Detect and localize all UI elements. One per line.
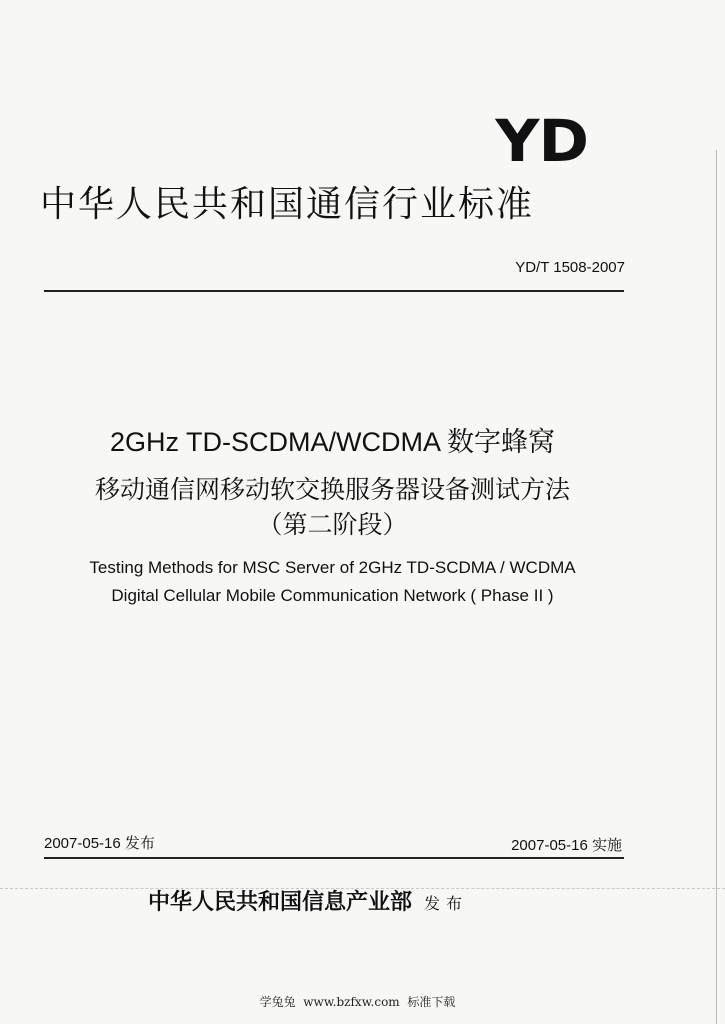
title-zh-line-2: 移动通信网移动软交换服务器设备测试方法 [94, 475, 570, 504]
title-en-line-2: Digital Cellular Mobile Communication Network ( Phase II ) [111, 586, 554, 605]
title-zh-line-3: （第二阶段） [257, 510, 408, 539]
title-en-line-1: Testing Methods for MSC Server of 2GHz TD-SCDMA / WCDMA [89, 558, 576, 577]
bottom-divider [44, 857, 624, 859]
title-zh-line-1: 2GHz TD-SCDMA/WCDMA 数字蜂窝 [109, 427, 555, 457]
issuer-action: 发布 [424, 894, 469, 913]
footer-watermark: 学兔兔 www.bzfxw.com 标准下载 [259, 995, 456, 1009]
top-divider [44, 290, 624, 292]
issuer-name: 中华人民共和国信息产业部 [148, 889, 413, 915]
implementation-date: 2007-05-16 实施 [511, 837, 622, 854]
issue-date: 2007-05-16 发布 [44, 835, 155, 852]
issuer [148, 887, 468, 919]
standard-number: YD/T 1508-2007 [515, 259, 625, 276]
org-title: 中华人民共和国通信行业标准 [40, 184, 535, 225]
yd-logo: YD [495, 107, 588, 175]
